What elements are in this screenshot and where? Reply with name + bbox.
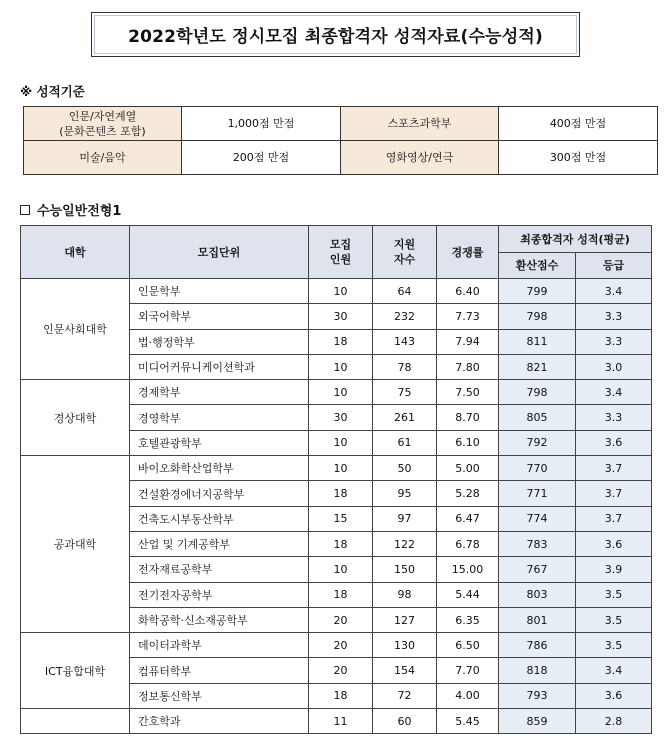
dept-cell: 경영학부 (130, 405, 309, 430)
grade-cell: 3.7 (576, 506, 652, 531)
table-row (21, 633, 652, 658)
score-cell: 771 (499, 481, 576, 506)
score-cell: 770 (499, 456, 576, 481)
ratio-cell: 6.35 (437, 607, 499, 632)
checkbox-icon (20, 205, 30, 215)
dept-cell: 컴퓨터학부 (130, 658, 309, 683)
quota-cell: 18 (309, 683, 373, 708)
score-cell: 783 (499, 531, 576, 556)
grade-cell: 3.3 (576, 329, 652, 354)
score-cell: 774 (499, 506, 576, 531)
criteria-key: 영화영상/연극 (341, 141, 499, 175)
criteria-row (24, 107, 658, 141)
section-title: 수능일반전형1 (37, 204, 122, 219)
dept-cell: 데이터과학부 (130, 633, 309, 658)
score-cell: 803 (499, 582, 576, 607)
table-row (21, 709, 652, 734)
quota-cell: 10 (309, 456, 373, 481)
dept-cell: 건설환경에너지공학부 (130, 481, 309, 506)
ratio-cell: 5.45 (437, 709, 499, 734)
applicants-cell: 60 (373, 709, 437, 734)
criteria-value: 300점 만점 (499, 141, 658, 175)
table-row (21, 456, 652, 481)
ratio-cell: 7.94 (437, 329, 499, 354)
grade-cell: 3.4 (576, 380, 652, 405)
header-quota-line2: 인원 (329, 253, 352, 266)
ratio-cell: 5.00 (437, 456, 499, 481)
ratio-cell: 7.80 (437, 354, 499, 379)
dept-cell: 미디어커뮤니케이션학과 (130, 354, 309, 379)
quota-cell: 11 (309, 709, 373, 734)
grade-cell: 3.6 (576, 430, 652, 455)
dept-cell: 법·행정학부 (130, 329, 309, 354)
grade-cell: 3.7 (576, 481, 652, 506)
applicants-cell: 50 (373, 456, 437, 481)
score-cell: 799 (499, 279, 576, 304)
grade-cell: 2.8 (576, 709, 652, 734)
dept-cell: 건축도시부동산학부 (130, 506, 309, 531)
dept-cell: 호텔관광학부 (130, 430, 309, 455)
applicants-cell: 61 (373, 430, 437, 455)
applicants-cell: 127 (373, 607, 437, 632)
grade-cell: 3.5 (576, 582, 652, 607)
ratio-cell: 6.50 (437, 633, 499, 658)
college-cell: ICT융합대학 (21, 633, 130, 709)
college-cell: 공과대학 (21, 456, 130, 633)
ratio-cell: 5.44 (437, 582, 499, 607)
header-quota (309, 226, 373, 279)
dept-cell: 바이오화학산업학부 (130, 456, 309, 481)
score-cell: 818 (499, 658, 576, 683)
dept-cell: 화학공학·신소재공학부 (130, 607, 309, 632)
dept-cell: 외국어학부 (130, 304, 309, 329)
header-applicants-line2: 자수 (393, 253, 416, 266)
applicants-cell: 130 (373, 633, 437, 658)
ratio-cell: 15.00 (437, 557, 499, 582)
score-cell: 786 (499, 633, 576, 658)
score-cell: 798 (499, 304, 576, 329)
criteria-key-line: (문화콘텐츠 포함) (59, 124, 146, 138)
ratio-cell: 5.28 (437, 481, 499, 506)
grade-cell: 3.5 (576, 633, 652, 658)
score-cell: 793 (499, 683, 576, 708)
applicants-cell: 232 (373, 304, 437, 329)
quota-cell: 15 (309, 506, 373, 531)
grade-cell: 3.4 (576, 279, 652, 304)
ratio-cell: 6.47 (437, 506, 499, 531)
applicants-cell: 154 (373, 658, 437, 683)
score-cell: 767 (499, 557, 576, 582)
dept-cell: 전자재료공학부 (130, 557, 309, 582)
header-dept: 모집단위 (130, 226, 309, 279)
ratio-cell: 7.70 (437, 658, 499, 683)
score-cell: 811 (499, 329, 576, 354)
grade-cell: 3.5 (576, 607, 652, 632)
results-table (20, 225, 652, 734)
quota-cell: 30 (309, 304, 373, 329)
ratio-cell: 7.73 (437, 304, 499, 329)
quota-cell: 20 (309, 607, 373, 632)
section-heading (20, 200, 121, 219)
criteria-key: 미술/음악 (24, 141, 182, 175)
criteria-label: ※ 성적기준 (20, 84, 85, 99)
applicants-cell: 72 (373, 683, 437, 708)
grade-cell: 3.0 (576, 354, 652, 379)
quota-cell: 18 (309, 582, 373, 607)
applicants-cell: 78 (373, 354, 437, 379)
criteria-key-line: 인문/자연계열 (68, 109, 137, 123)
header-ratio: 경쟁률 (437, 226, 499, 279)
dept-cell: 간호학과 (130, 709, 309, 734)
dept-cell: 산업 및 기계공학부 (130, 531, 309, 556)
table-row (21, 279, 652, 304)
score-cell: 859 (499, 709, 576, 734)
quota-cell: 10 (309, 380, 373, 405)
criteria-key: 스포츠과학부 (341, 107, 499, 141)
ratio-cell: 6.78 (437, 531, 499, 556)
quota-cell: 30 (309, 405, 373, 430)
ratio-cell: 8.70 (437, 405, 499, 430)
criteria-row (24, 141, 658, 175)
grade-cell: 3.6 (576, 531, 652, 556)
quota-cell: 18 (309, 329, 373, 354)
header-applicants-line1: 지원 (393, 238, 416, 251)
dept-cell: 전기전자공학부 (130, 582, 309, 607)
grade-cell: 3.3 (576, 405, 652, 430)
header-grade: 등급 (576, 253, 652, 279)
score-cell: 821 (499, 354, 576, 379)
grade-cell: 3.3 (576, 304, 652, 329)
score-cell: 798 (499, 380, 576, 405)
grade-cell: 3.4 (576, 658, 652, 683)
header-college: 대학 (21, 226, 130, 279)
applicants-cell: 95 (373, 481, 437, 506)
ratio-cell: 7.50 (437, 380, 499, 405)
grade-cell: 3.7 (576, 456, 652, 481)
quota-cell: 10 (309, 354, 373, 379)
applicants-cell: 75 (373, 380, 437, 405)
college-cell: 경상대학 (21, 380, 130, 456)
ratio-cell: 6.10 (437, 430, 499, 455)
quota-cell: 18 (309, 531, 373, 556)
header-applicants (373, 226, 437, 279)
quota-cell: 18 (309, 481, 373, 506)
table-row (21, 380, 652, 405)
header-quota-line1: 모집 (329, 238, 352, 251)
criteria-key (24, 107, 182, 141)
quota-cell: 20 (309, 633, 373, 658)
criteria-value: 400점 만점 (499, 107, 658, 141)
applicants-cell: 143 (373, 329, 437, 354)
score-cell: 792 (499, 430, 576, 455)
score-cell: 801 (499, 607, 576, 632)
applicants-cell: 261 (373, 405, 437, 430)
ratio-cell: 4.00 (437, 683, 499, 708)
grade-cell: 3.9 (576, 557, 652, 582)
quota-cell: 10 (309, 279, 373, 304)
quota-cell: 10 (309, 557, 373, 582)
results-body (21, 279, 652, 734)
score-cell: 805 (499, 405, 576, 430)
college-cell (21, 709, 130, 734)
dept-cell: 인문학부 (130, 279, 309, 304)
quota-cell: 10 (309, 430, 373, 455)
applicants-cell: 97 (373, 506, 437, 531)
quota-cell: 20 (309, 658, 373, 683)
page-title: 2022학년도 정시모집 최종합격자 성적자료(수능성적) (91, 12, 580, 57)
applicants-cell: 150 (373, 557, 437, 582)
criteria-table (23, 106, 658, 175)
college-cell: 인문사회대학 (21, 279, 130, 380)
header-score: 환산점수 (499, 253, 576, 279)
criteria-value: 200점 만점 (182, 141, 341, 175)
criteria-value: 1,000점 만점 (182, 107, 341, 141)
dept-cell: 정보통신학부 (130, 683, 309, 708)
header-result-group: 최종합격자 성적(평균) (499, 226, 652, 253)
applicants-cell: 98 (373, 582, 437, 607)
dept-cell: 경제학부 (130, 380, 309, 405)
ratio-cell: 6.40 (437, 279, 499, 304)
applicants-cell: 122 (373, 531, 437, 556)
grade-cell: 3.6 (576, 683, 652, 708)
applicants-cell: 64 (373, 279, 437, 304)
